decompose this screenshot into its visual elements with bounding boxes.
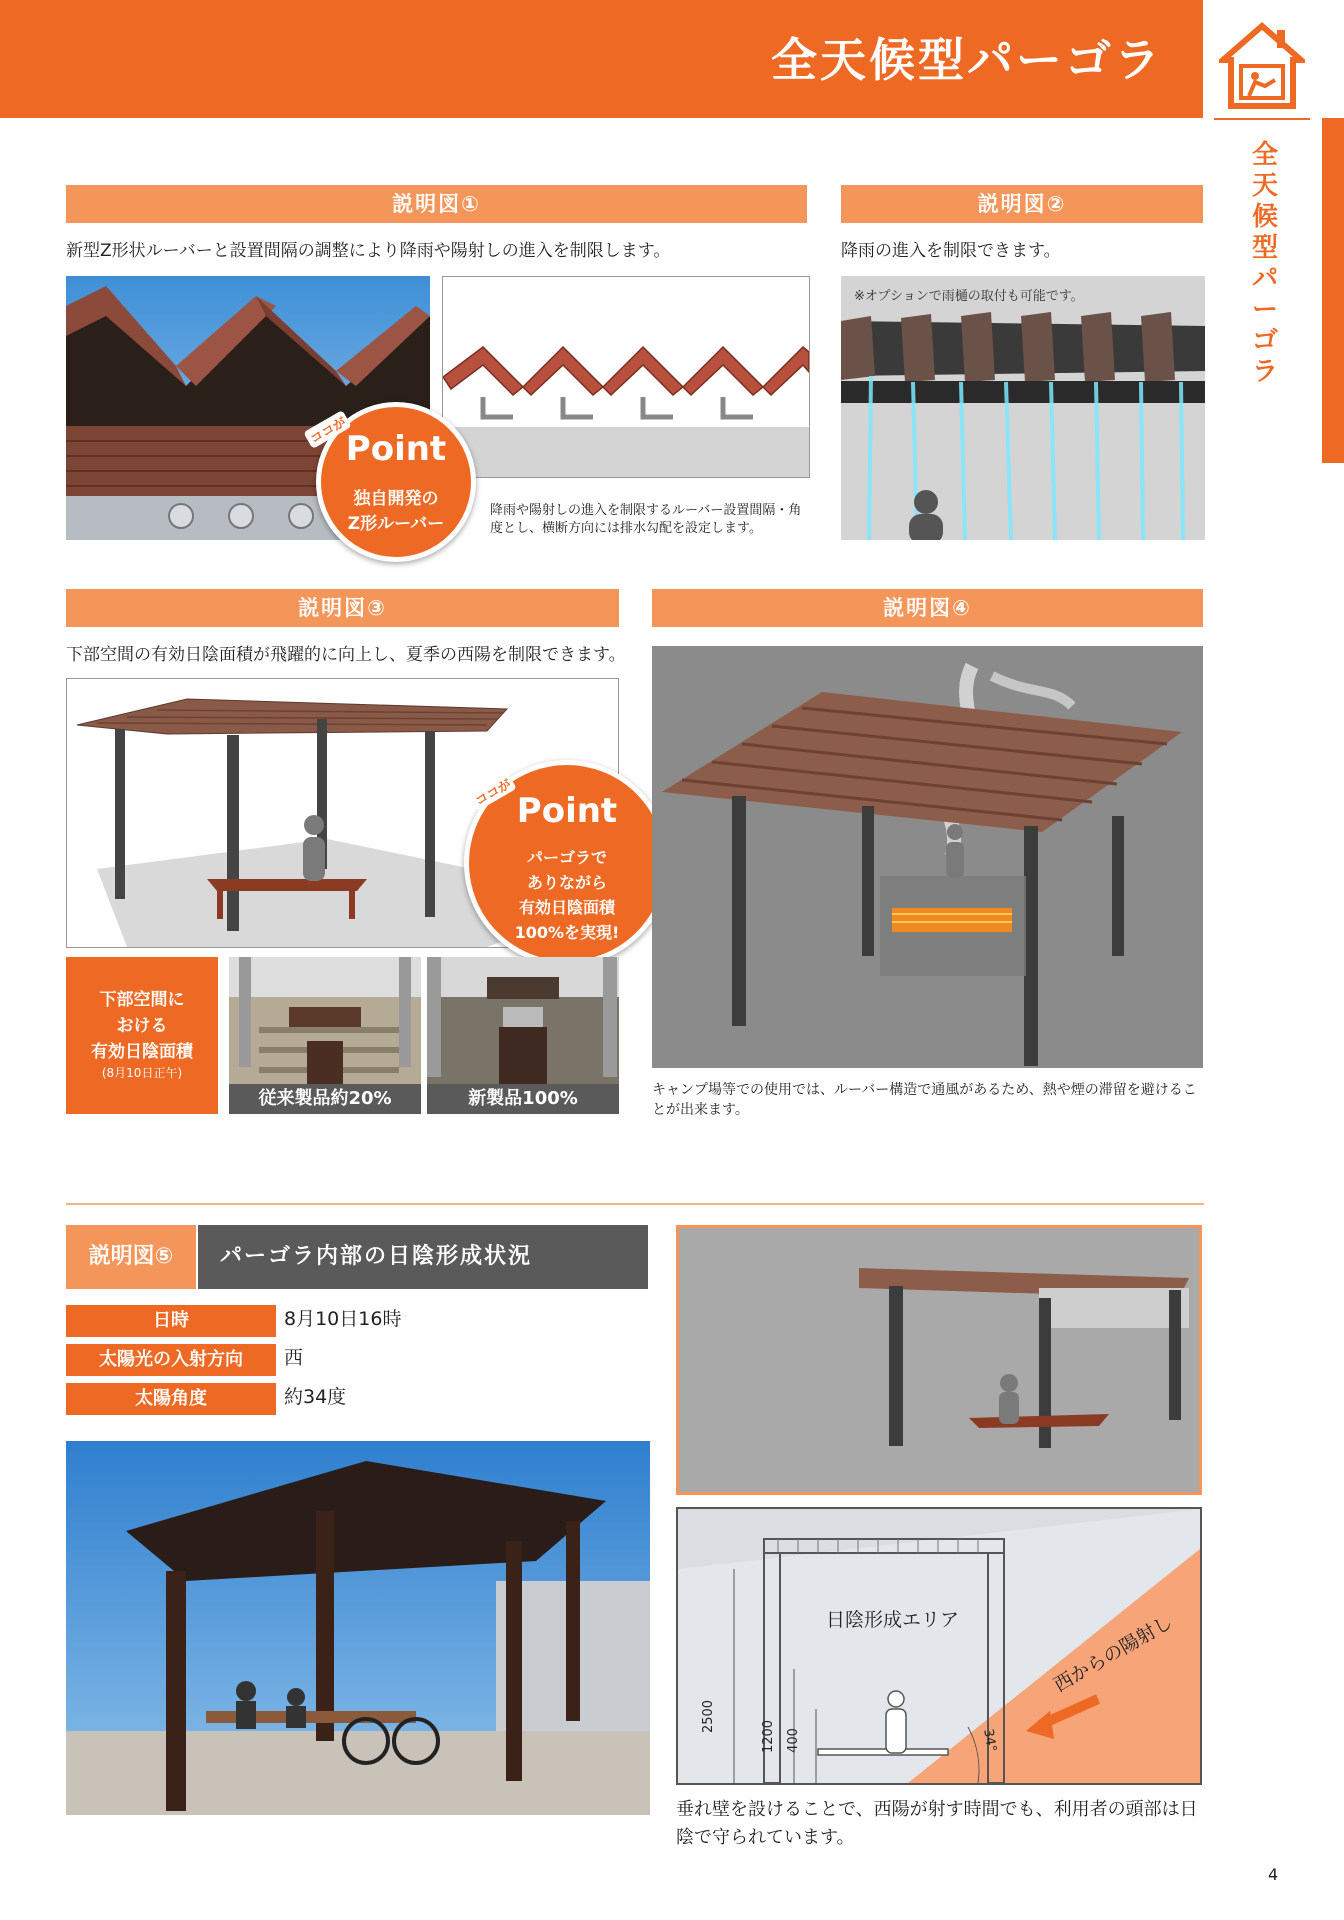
fig1-label: 説明図① [66, 185, 807, 223]
fig1-koko-label: ココが [303, 410, 351, 449]
fig3-caption: 下部空間の有効日陰面積が飛躍的に向上し、夏季の西陽を制限できます。 [66, 645, 626, 665]
shade-box-line3: 有効日陰面積 [91, 1042, 193, 1062]
fig2-caption: 降雨の進入を制限できます。 [841, 241, 1061, 261]
diagram-dim-2500: 2500 [701, 1699, 717, 1734]
fig3-photo-conventional [229, 957, 421, 1114]
fig5-row-label: 日時 [66, 1305, 276, 1337]
fig5-photo [66, 1441, 650, 1815]
diagram-sun-label: 西からの陽射し [1050, 1611, 1177, 1697]
fig3-badge-line1: パーゴラで [526, 848, 607, 867]
header-bar [0, 0, 1203, 118]
house-logo-icon [1219, 20, 1305, 112]
fig3-point-text: Point [516, 791, 618, 831]
fig3-badge-line2: ありながら [526, 873, 607, 892]
section-divider [66, 1203, 1204, 1205]
fig1-point-text: Point [345, 429, 447, 469]
photo-label-conventional: 従来製品約20% [229, 1084, 421, 1114]
fig2-label: 説明図② [841, 185, 1203, 223]
fig2-rain-image [841, 276, 1205, 540]
fig5-render [676, 1225, 1202, 1495]
fig4-bbq-render [652, 646, 1203, 1068]
shade-box-line2: おける [116, 1016, 168, 1036]
fig5-row-value: 約34度 [284, 1386, 347, 1408]
fig1-badge-line1: 独自開発の [353, 489, 439, 509]
diagram-shade-area-label: 日陰形成エリア [826, 1609, 960, 1631]
fig1-caption: 新型Z形状ルーバーと設置間隔の調整により降雨や陽射しの進入を制限します。 [66, 241, 671, 261]
shade-box-line4: (8月10日正午) [101, 1066, 183, 1080]
fig3-badge-line3: 有効日陰面積 [518, 898, 615, 917]
sidebar-accent-bar [1322, 118, 1344, 463]
fig1-louver-diagram [442, 276, 810, 478]
shade-box-line1: 下部空間に [99, 990, 185, 1010]
fig1-note: 降雨や陽射しの進入を制限するルーバー設置間隔・角度とし、横断方向には排水勾配を設定します。 [490, 503, 802, 536]
diagram-angle-label: 34° [980, 1727, 999, 1754]
fig5-label: 説明図⑤ [66, 1225, 196, 1289]
diagram-dim-1200: 1200 [761, 1719, 777, 1754]
fig5-shade-diagram [676, 1507, 1202, 1785]
diagram-dim-400: 400 [785, 1728, 801, 1753]
fig3-badge-line4: 100%を実現! [514, 923, 620, 942]
fig5-row-value: 西 [284, 1347, 304, 1369]
fig5-row-label: 太陽光の入射方向 [66, 1344, 276, 1376]
sidebar-rule [1214, 118, 1310, 120]
fig5-title: パーゴラ内部の日陰形成状況 [198, 1225, 648, 1289]
fig4-label: 説明図④ [652, 589, 1203, 627]
fig5-caption: 垂れ壁を設けることで、西陽が射す時間でも、利用者の頭部は日陰で守られています。 [676, 1799, 1198, 1848]
fig3-photo-new [427, 957, 619, 1114]
fig5-row-value: 8月10日16時 [284, 1308, 402, 1330]
photo-label-new: 新製品100% [427, 1084, 619, 1114]
page-number: 4 [1268, 1865, 1279, 1884]
page-title: 全天候型パーゴラ [771, 33, 1163, 87]
fig5-row-label: 太陽角度 [66, 1383, 276, 1415]
fig3-label: 説明図③ [66, 589, 619, 627]
fig2-note: ※オプションで雨樋の取付も可能です。 [854, 289, 1084, 304]
fig4-caption: キャンプ場等での使用では、ルーバー構造で通風があるため、熱や煙の滞留を避けることが出来ます。 [652, 1082, 1197, 1118]
fig3-shade-box [66, 957, 218, 1114]
fig3-koko-label: ココが [468, 772, 516, 811]
fig1-badge-line2: Z形ルーバー [347, 514, 445, 534]
sidebar-vertical-title: 全天候型パーゴラ [1251, 140, 1278, 387]
